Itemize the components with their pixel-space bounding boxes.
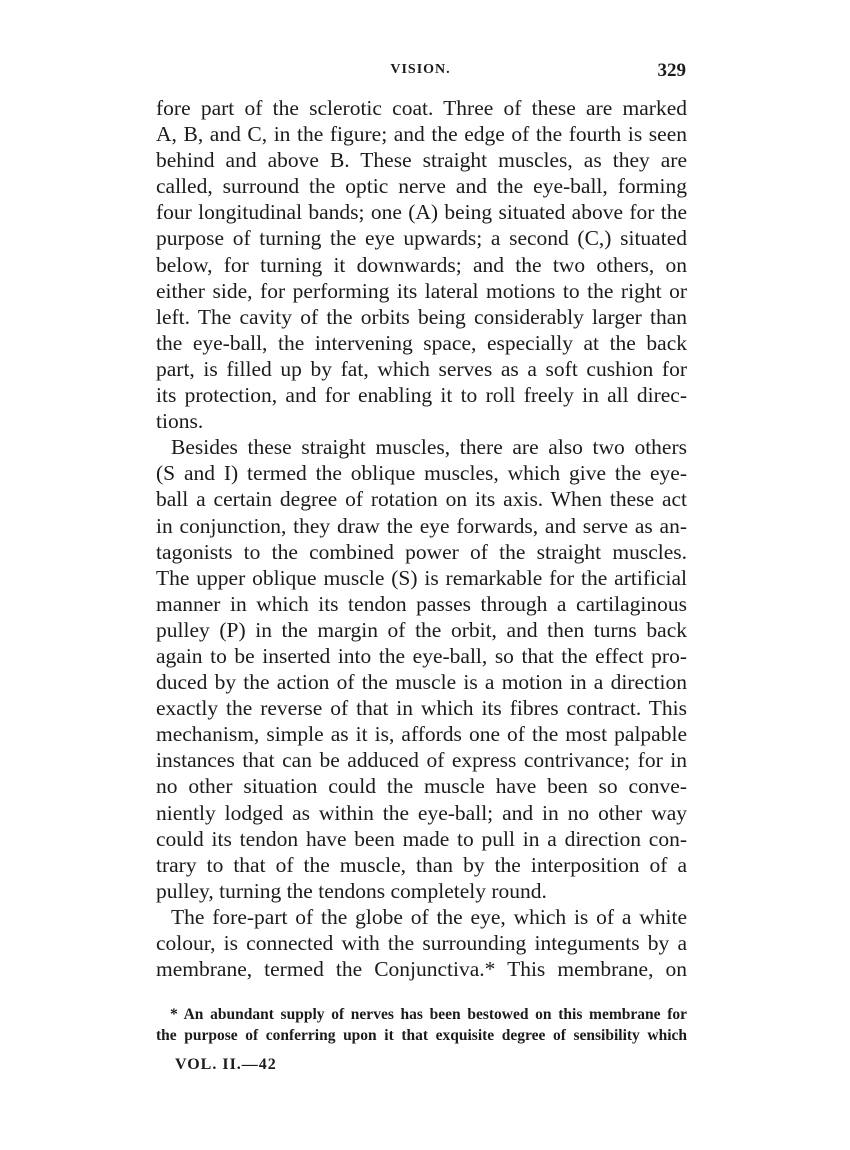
text-line: again to be inserted into the eye-ball, so that the effect pro- (156, 643, 687, 668)
footnote-line: the purpose of conferring upon it that exquisite degree of sensibility which (156, 1027, 687, 1044)
footnote-line: * An abundant supply of nerves has been bestowed on this membrane for (170, 1006, 687, 1023)
text-line: instances that can be adduced of express contrivance; for in (156, 748, 687, 773)
text-line: duced by the action of the muscle is a motion in a direction (156, 670, 687, 695)
text-line: trary to that of the muscle, than by the interposition of a (156, 852, 687, 877)
text-line: four longitudinal bands; one (A) being situated above for the (156, 200, 687, 225)
text-line: colour, is connected with the surrounding integuments by a (156, 931, 687, 955)
text-line: purpose of turning the eye upwards; a second (C,) situated (156, 226, 687, 251)
text-line: Besides these straight muscles, there are also two others (171, 435, 687, 460)
text-line: pulley (P) in the margin of the orbit, and then turns back (156, 617, 687, 642)
text-line: fore part of the sclerotic coat. Three of these are marked (156, 96, 687, 120)
text-line: tions. (156, 409, 204, 434)
signature-mark: VOL. II.—42 (175, 1056, 277, 1073)
text-line: its protection, and for enabling it to roll freely in all direc- (156, 383, 687, 408)
text-line: below, for turning it downwards; and the two others, on (156, 252, 687, 277)
text-line: no other situation could the muscle have been so conve- (156, 774, 687, 799)
text-line: either side, for performing its lateral motions to the right or (156, 278, 687, 303)
text-line: behind and above B. These straight muscles, as they are (156, 148, 687, 173)
text-line: mechanism, simple as it is, affords one of the most palpable (156, 722, 687, 747)
text-line: part, is filled up by fat, which serves as a soft cushion for (156, 356, 687, 381)
text-line: membrane, termed the Conjunctiva.* This membrane, on (156, 957, 687, 982)
text-line: could its tendon have been made to pull in a direction con- (156, 826, 687, 851)
text-line: the eye-ball, the intervening space, especially at the back (156, 330, 687, 355)
text-line: The upper oblique muscle (S) is remarkable for the artificial (156, 565, 687, 590)
text-line: (S and I) termed the oblique muscles, which give the eye- (156, 461, 687, 486)
text-line: exactly the reverse of that in which its fibres contract. This (156, 696, 687, 721)
text-line: ball a certain degree of rotation on its axis. When these act (156, 487, 687, 512)
footnote (156, 1004, 687, 1046)
text-line: in conjunction, they draw the eye forwards, and serve as an- (156, 513, 687, 538)
running-head (155, 60, 686, 84)
text-line: tagonists to the combined power of the straight muscles. (156, 539, 687, 564)
body-text (156, 95, 687, 982)
running-title: VISION. (390, 62, 451, 77)
text-line: left. The cavity of the orbits being considerably larger than (156, 304, 687, 329)
text-line: pulley, turning the tendons completely round. (156, 878, 547, 903)
text-line: called, surround the optic nerve and the eye-ball, forming (156, 174, 687, 199)
text-line: manner in which its tendon passes through a cartilaginous (156, 591, 687, 616)
text-line: niently lodged as within the eye-ball; and in no other way (156, 800, 687, 825)
page-number: 329 (657, 60, 686, 81)
text-line: The fore-part of the globe of the eye, which is of a white (171, 904, 687, 929)
text-line: A, B, and C, in the figure; and the edge of the fourth is seen (156, 122, 687, 147)
